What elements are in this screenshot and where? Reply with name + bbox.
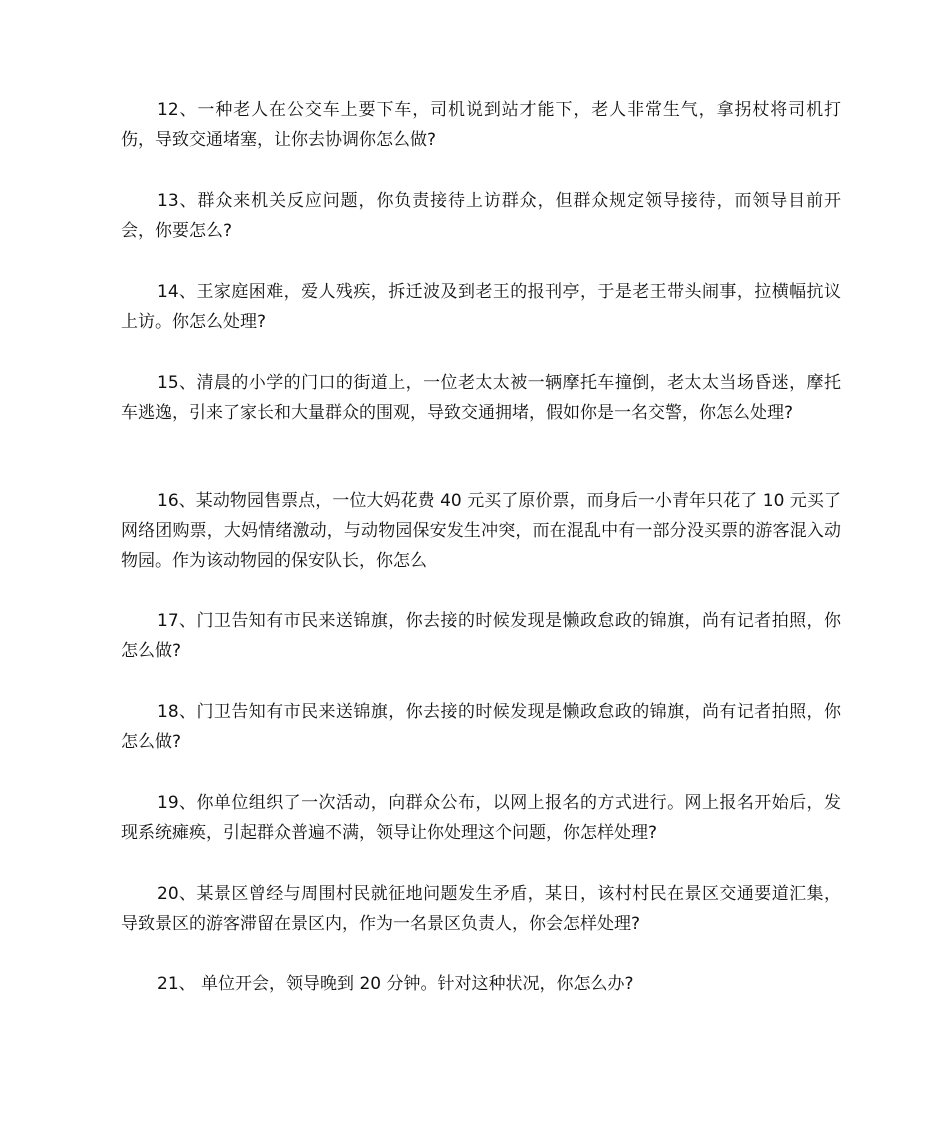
question-21: 21、 单位开会，领导晚到 20 分钟。针对这种状况，你怎么办? [157,974,634,994]
question-19: 19、你单位组织了一次活动，向群众公布，以网上报名的方式进行。网上报名开始后，发现系统瘫痪，引起群众普遍不满，领导让你处理这个问题，你怎样处理? [121,793,841,843]
question-15: 15、清晨的小学的门口的街道上，一位老太太被一辆摩托车撞倒，老太太当场昏迷，摩托车逃逸，引来了家长和大量群众的围观，导致交通拥堵，假如你是一名交警，你怎么处理? [121,373,841,423]
question-20: 20、某景区曾经与周围村民就征地问题发生矛盾，某日，该村村民在景区交通要道汇集，导致景区的游客滞留在景区内，作为一名景区负责人，你会怎样处理? [121,884,841,934]
question-12: 12、一种老人在公交车上要下车，司机说到站才能下，老人非常生气，拿拐杖将司机打伤，导致交通堵塞，让你去协调你怎么做? [121,100,841,150]
question-13: 13、群众来机关反应问题，你负责接待上访群众，但群众规定领导接待，而领导目前开会，你要怎么? [121,191,841,241]
question-18: 18、门卫告知有市民来送锦旗，你去接的时候发现是懒政怠政的锦旗，尚有记者拍照，你怎么做? [121,702,841,752]
question-16: 16、某动物园售票点，一位大妈花费 40 元买了原价票，而身后一小青年只花了 10 元买了网络团购票，大妈情绪激动，与动物园保安发生冲突，而在混乱中有一部分没买票的游客混入动物园。作为该动物园的保安队长，你怎么 [121,491,841,571]
question-17: 17、门卫告知有市民来送锦旗，你去接的时候发现是懒政怠政的锦旗，尚有记者拍照，你怎么做? [121,611,841,661]
question-14: 14、王家庭困难，爱人残疾，拆迁波及到老王的报刊亭，于是老王带头闹事，拉横幅抗议上访。你怎么处理? [121,282,841,332]
